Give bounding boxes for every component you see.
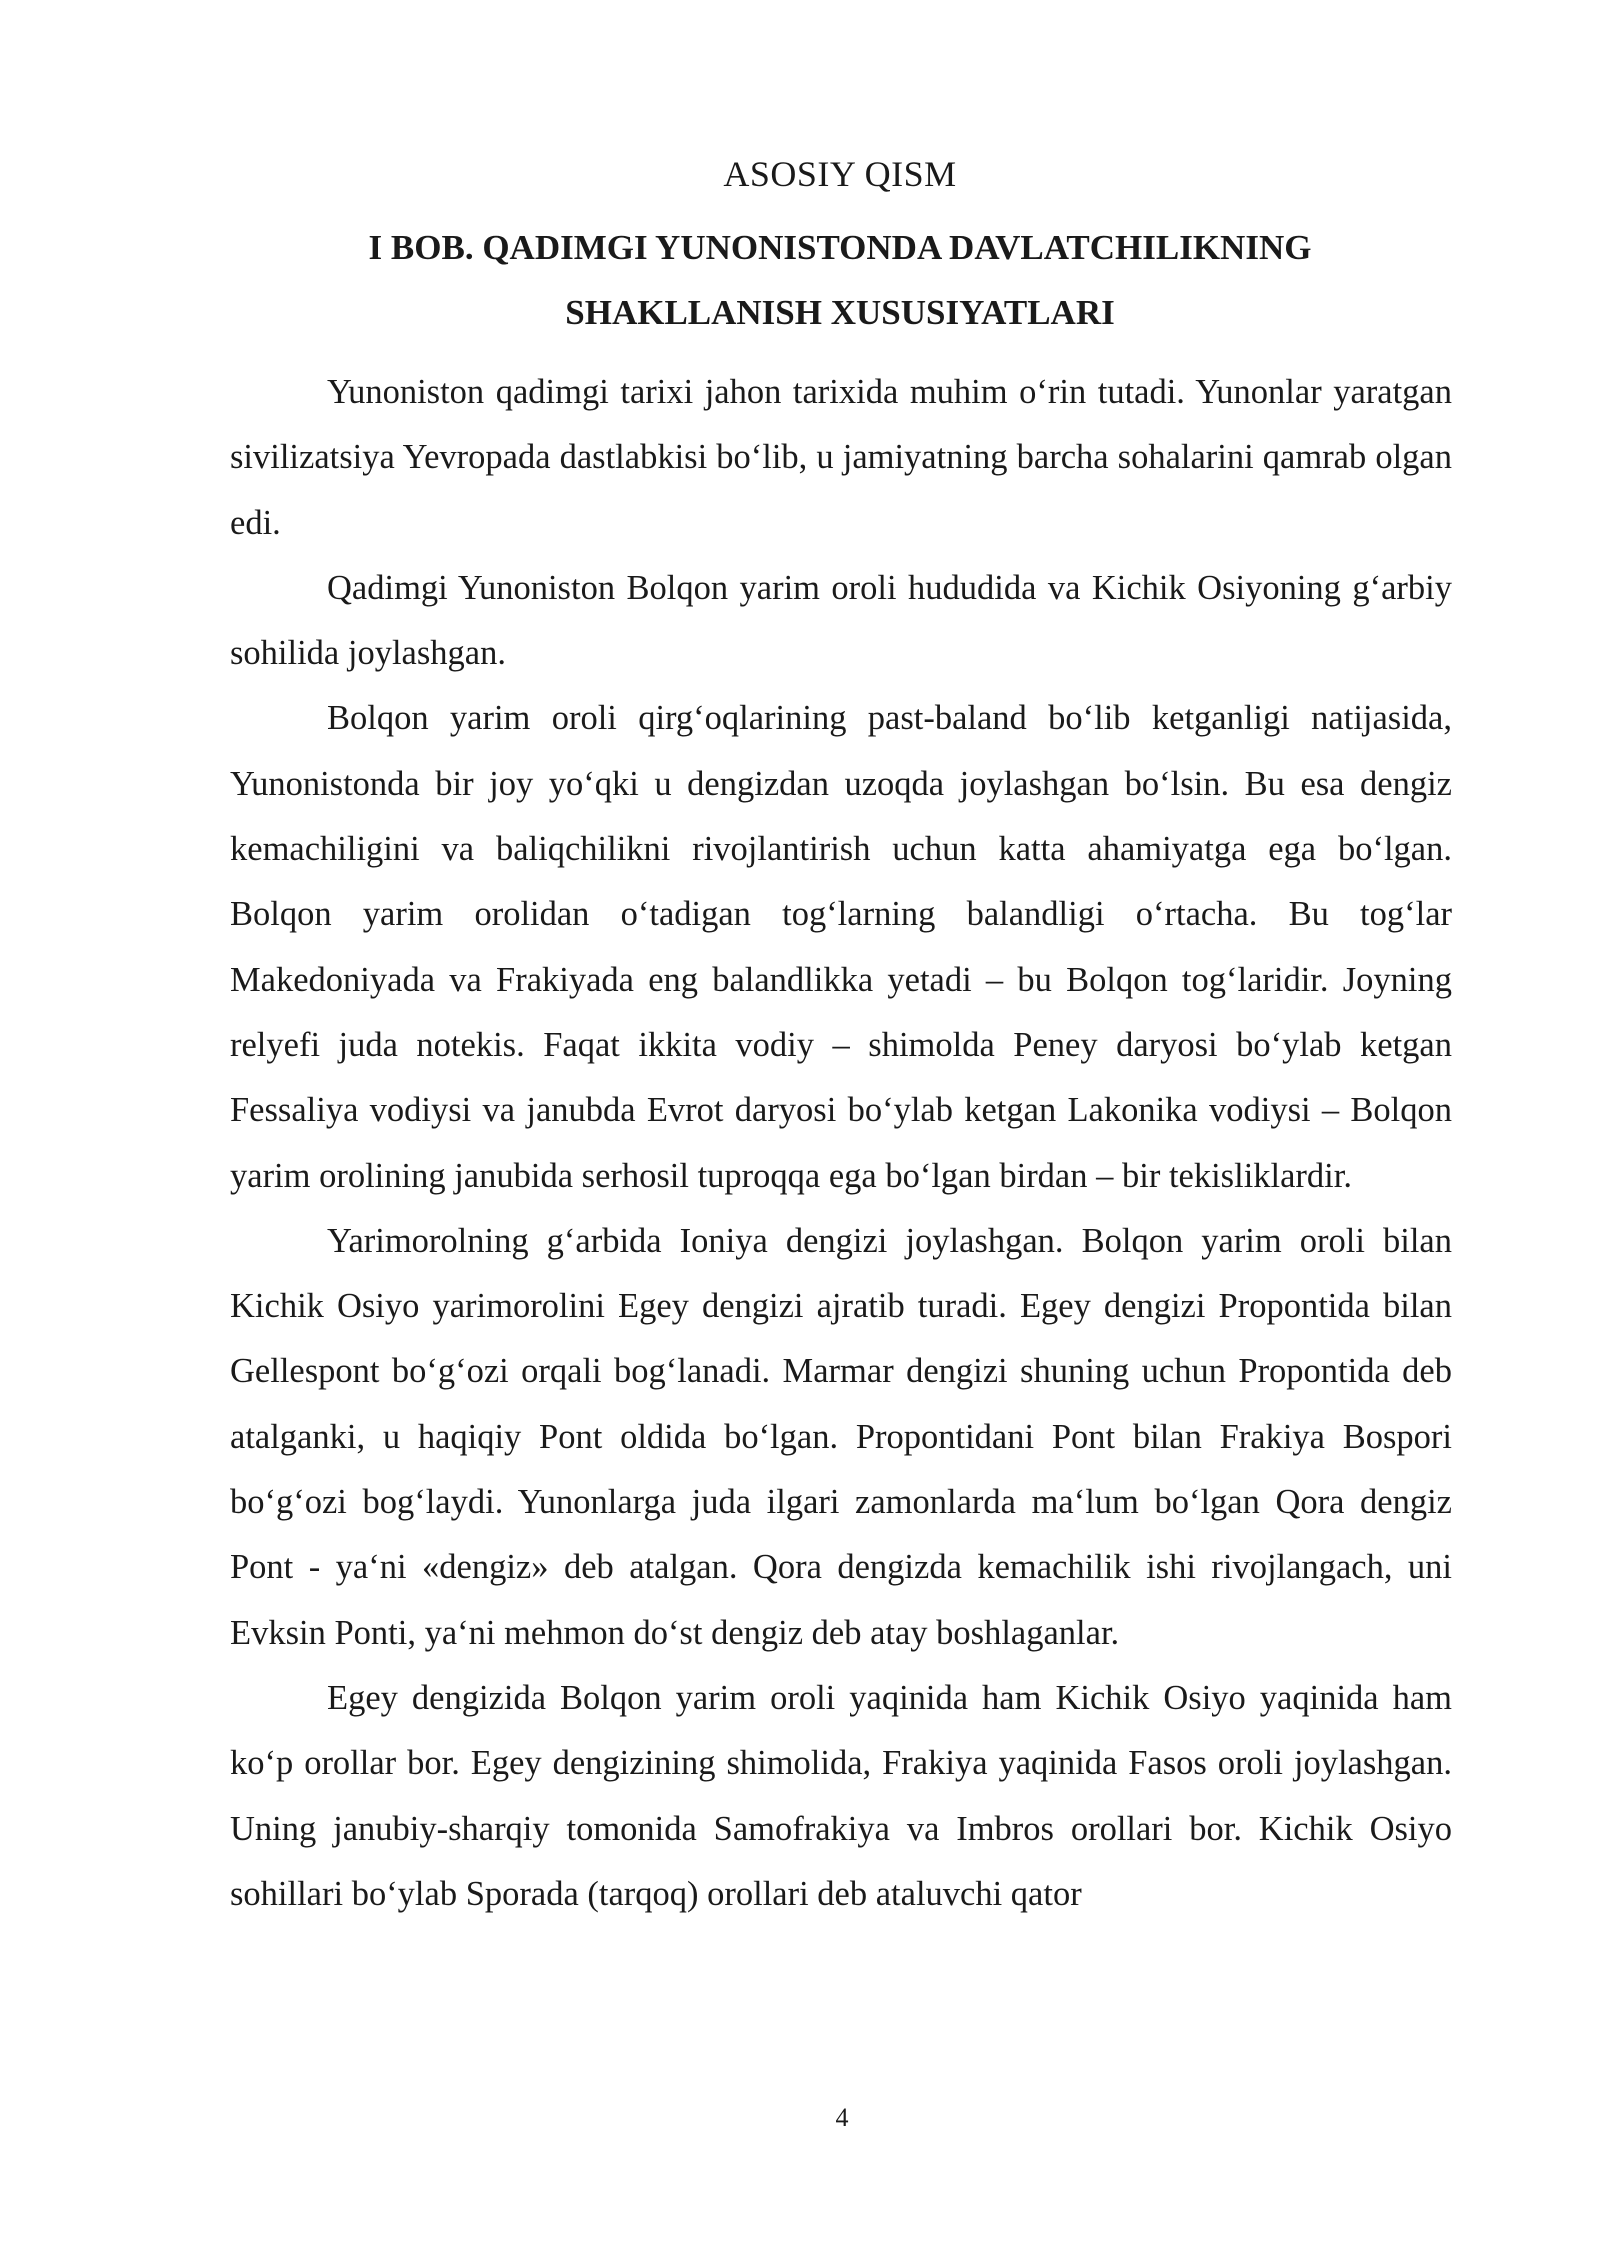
paragraph-2: Qadimgi Yunoniston Bolqon yarim oroli hududida va Kichik Osiyoning g‘arbiy sohilida joylashgan. [230, 568, 1452, 673]
paragraph-1: Yunoniston qadimgi tarixi jahon tarixida muhim o‘rin tutadi. Yunonlar yaratgan sivilizatsiya Yevropada dastlabkisi bo‘lib, u jamiyatning barcha sohalarini qamrab olgan edi. [230, 373, 1452, 542]
paragraph-3: Bolqon yarim oroli qirg‘oqlarining past-baland bo‘lib ketganligi natijasida, Yunonistonda bir joy yo‘qki u dengizdan uzoqda joylashgan bo‘lsin. Bu esa dengiz kemachiligini va baliqchilikni rivojlantirish uchun katta ahamiyatga ega bo‘lgan. Bolqon yarim orolidan o‘tadigan tog‘larning balandligi o‘rtacha. Bu tog‘lar Makedoniyada va Frakiyada eng balandlikka yetadi – bu Bolqon tog‘laridir. Joyning relyefi juda notekis. Faqat ikkita vodiy – shimolda Peney daryosi bo‘ylab ketgan Fessaliya vodiysi va janubda Evrot daryosi bo‘ylab ketgan Lakonika vodiysi – Bolqon yarim orolining janubida serhosil tuproqqa ega bo‘lgan birdan – bir tekisliklardir. [230, 699, 1452, 1195]
body-text [230, 360, 1452, 1927]
section-title: ASOSIY QISM [723, 154, 957, 194]
page-number: 4 [835, 2103, 849, 2132]
paragraph-5: Egey dengizida Bolqon yarim oroli yaqinida ham Kichik Osiyo yaqinida ham ko‘p orollar bor. Egey dengizining shimolida, Frakiya yaqinida Fasos oroli joylashgan. Uning janubiy-sharqiy tomonida Samofrakiya va Imbros orollari bor. Kichik Osiyo sohillari bo‘ylab Sporada (tarqoq) orollari deb ataluvchi qator [230, 1678, 1452, 1913]
paragraph-4: Yarimorolning g‘arbida Ioniya dengizi joylashgan. Bolqon yarim oroli bilan Kichik Osiyo yarimorolini Egey dengizi ajratib turadi. Egey dengizi Propontida bilan Gellespont bo‘g‘ozi orqali bog‘lanadi. Marmar dengizi shuning uchun Propontida deb atalganki, u haqiqiy Pont oldida bo‘lgan. Propontidani Pont bilan Frakiya Bospori bo‘g‘ozi bog‘laydi. Yunonlarga juda ilgari zamonlarda ma‘lum bo‘lgan Qora dengiz Pont - ya‘ni «dengiz» deb atalgan. Qora dengizda kemachilik ishi rivojlangach, uni Evksin Ponti, ya‘ni mehmon do‘st dengiz deb atay boshlaganlar. [230, 1221, 1452, 1652]
chapter-title-line-2: SHAKLLANISH XUSUSIYATLARI [565, 293, 1115, 332]
chapter-title-line-1: I BOB. QADIMGI YUNONISTONDA DAVLATCHILIKNING [368, 228, 1312, 267]
chapter-title [230, 215, 1450, 345]
